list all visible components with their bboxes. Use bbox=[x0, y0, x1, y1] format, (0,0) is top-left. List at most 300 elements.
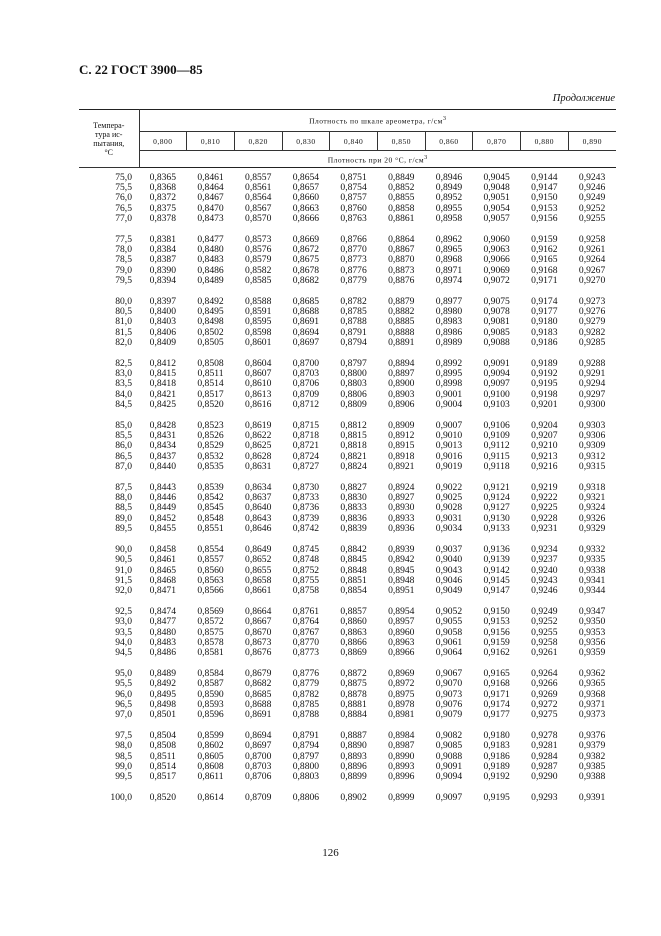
density-cell: 0,8381 bbox=[149, 234, 177, 246]
density-cell: 0,9156 bbox=[531, 212, 558, 224]
density-cell: 0,8384 bbox=[149, 244, 177, 256]
table-row bbox=[79, 472, 616, 493]
density-cell: 0,9204 bbox=[531, 420, 558, 432]
density-cell: 0,8848 bbox=[340, 564, 367, 576]
density-cell: 0,8390 bbox=[149, 264, 177, 276]
density-cell: 0,8745 bbox=[292, 544, 320, 556]
density-cell: 0,8818 bbox=[340, 440, 367, 452]
density-cell: 0,9264 bbox=[578, 254, 606, 266]
density-cell: 0,8987 bbox=[388, 740, 415, 752]
density-cell: 0,9019 bbox=[435, 460, 463, 472]
density-cell: 0,8508 bbox=[149, 740, 177, 752]
density-cell: 0,9234 bbox=[531, 544, 558, 556]
density20-subheader bbox=[139, 151, 616, 168]
density-cell: 0,9365 bbox=[578, 678, 606, 690]
density-cell: 0,8867 bbox=[388, 244, 415, 256]
density-cell: 0,8785 bbox=[340, 306, 367, 318]
density-cell: 0,8619 bbox=[245, 420, 272, 432]
density-cell: 0,8412 bbox=[149, 358, 177, 370]
density-cell: 0,8724 bbox=[292, 450, 320, 462]
density-cell: 0,9063 bbox=[483, 244, 510, 256]
density-cell: 0,9207 bbox=[531, 430, 558, 442]
density-cell: 0,9189 bbox=[531, 358, 558, 370]
density-cell: 0,9073 bbox=[435, 688, 463, 700]
temperature-cell: 98,5 bbox=[115, 750, 132, 762]
density-cell: 0,8675 bbox=[292, 254, 320, 266]
density-cell: 0,9028 bbox=[435, 502, 463, 514]
density-cell: 0,8587 bbox=[197, 678, 224, 690]
density-cell: 0,9165 bbox=[483, 668, 510, 680]
density-cell: 0,8625 bbox=[245, 440, 272, 452]
density-cell: 0,8791 bbox=[292, 730, 320, 742]
density-cell: 0,8616 bbox=[245, 398, 272, 410]
density-cell: 0,8742 bbox=[292, 522, 320, 534]
density-cell: 0,8517 bbox=[197, 388, 224, 400]
density-cell: 0,8968 bbox=[435, 254, 463, 266]
density-cell: 0,8561 bbox=[245, 182, 272, 194]
density-cell: 0,8431 bbox=[149, 430, 177, 442]
temperature-cell: 85,0 bbox=[115, 420, 132, 432]
density-cell: 0,8637 bbox=[245, 492, 272, 504]
density-cell: 0,8733 bbox=[292, 492, 320, 504]
temperature-cell: 89,5 bbox=[115, 522, 132, 534]
density-cell: 0,8678 bbox=[292, 264, 320, 276]
density-cell: 0,9368 bbox=[578, 688, 606, 700]
density-cell: 0,8773 bbox=[292, 646, 320, 658]
density-cell: 0,8378 bbox=[149, 212, 177, 224]
density-cell: 0,8685 bbox=[245, 688, 272, 700]
density-cell: 0,8595 bbox=[245, 316, 272, 328]
density-cell: 0,8365 bbox=[149, 172, 177, 183]
density-cell: 0,9213 bbox=[531, 450, 558, 462]
density-cell: 0,9189 bbox=[483, 760, 510, 772]
density-cell: 0,8864 bbox=[388, 234, 415, 246]
density-cell: 0,8902 bbox=[340, 792, 367, 804]
density-cell: 0,8839 bbox=[340, 522, 367, 534]
density-cell: 0,8885 bbox=[388, 316, 415, 328]
density-cell: 0,8930 bbox=[388, 502, 415, 514]
density-cell: 0,8622 bbox=[245, 430, 272, 442]
density-cell: 0,9013 bbox=[435, 440, 463, 452]
density-cell: 0,9300 bbox=[578, 398, 606, 410]
density-cell: 0,8504 bbox=[149, 730, 177, 742]
density-cell: 0,9225 bbox=[531, 502, 558, 514]
density-cell: 0,8523 bbox=[197, 420, 224, 432]
density-cell: 0,8761 bbox=[292, 606, 320, 618]
density-cell: 0,8794 bbox=[340, 336, 367, 348]
density-cell: 0,9088 bbox=[483, 336, 510, 348]
table-row bbox=[79, 168, 616, 184]
density-cell: 0,8409 bbox=[149, 336, 177, 348]
temperature-cell: 77,0 bbox=[115, 212, 132, 224]
density-cell: 0,9371 bbox=[578, 698, 606, 710]
density-cell: 0,9094 bbox=[483, 368, 510, 380]
density-cell: 0,9031 bbox=[435, 512, 463, 524]
density-cell: 0,8999 bbox=[388, 792, 415, 804]
density-cell: 0,8873 bbox=[388, 264, 415, 276]
table-row bbox=[79, 524, 616, 534]
density-cell: 0,8474 bbox=[149, 606, 177, 618]
density-cell: 0,8449 bbox=[149, 502, 177, 514]
density-cell: 0,9016 bbox=[435, 450, 463, 462]
areometer-group-header bbox=[139, 110, 616, 132]
density-cell: 0,8754 bbox=[340, 182, 367, 194]
density-cell: 0,8368 bbox=[149, 182, 177, 194]
density-cell: 0,9058 bbox=[435, 626, 463, 638]
density-cell: 0,8551 bbox=[197, 522, 224, 534]
density-cell: 0,8897 bbox=[388, 368, 415, 380]
temperature-cell: 90,5 bbox=[115, 554, 132, 566]
density-cell: 0,8458 bbox=[149, 544, 177, 556]
temperature-cell: 84,5 bbox=[115, 398, 132, 410]
density-cell: 0,9318 bbox=[578, 482, 606, 494]
density-cell: 0,9010 bbox=[435, 430, 463, 442]
density-cell: 0,8576 bbox=[245, 244, 272, 256]
temperature-cell: 93,0 bbox=[115, 616, 132, 628]
table-row bbox=[79, 400, 616, 410]
density-cell: 0,8884 bbox=[340, 708, 367, 720]
density-cell: 0,9147 bbox=[531, 182, 558, 194]
density-cell: 0,8700 bbox=[292, 358, 320, 370]
density-cell: 0,9100 bbox=[483, 388, 510, 400]
density-cell: 0,8755 bbox=[292, 574, 320, 586]
table-row bbox=[79, 772, 616, 782]
density-cell: 0,8610 bbox=[245, 378, 272, 390]
density-cell: 0,9243 bbox=[578, 172, 606, 183]
density-cell: 0,9373 bbox=[578, 708, 606, 720]
density-cell: 0,8766 bbox=[340, 234, 367, 246]
density-cell: 0,8418 bbox=[149, 378, 177, 390]
areometer-density-header: 0,800 bbox=[139, 132, 187, 151]
density-cell: 0,8800 bbox=[340, 368, 367, 380]
density-cell: 0,8736 bbox=[292, 502, 320, 514]
density-cell: 0,8977 bbox=[435, 296, 463, 308]
density-cell: 0,8869 bbox=[340, 646, 367, 658]
density-cell: 0,8532 bbox=[197, 450, 224, 462]
density-cell: 0,8980 bbox=[435, 306, 463, 318]
table-row bbox=[79, 586, 616, 596]
density-cell: 0,8963 bbox=[388, 636, 415, 648]
density-cell: 0,8918 bbox=[388, 450, 415, 462]
density-cell: 0,8526 bbox=[197, 430, 224, 442]
density-cell: 0,8581 bbox=[197, 646, 224, 658]
temperature-cell: 90,0 bbox=[115, 544, 132, 556]
density-cell: 0,9293 bbox=[531, 792, 558, 804]
density-cell: 0,9341 bbox=[578, 574, 606, 586]
density-cell: 0,8984 bbox=[388, 730, 415, 742]
density-cell: 0,8585 bbox=[245, 274, 272, 286]
density-cell: 0,8770 bbox=[340, 244, 367, 256]
density-cell: 0,9075 bbox=[483, 296, 510, 308]
areometer-density-header: 0,860 bbox=[425, 132, 473, 151]
density-cell: 0,8694 bbox=[245, 730, 272, 742]
density-cell: 0,9183 bbox=[531, 326, 558, 338]
density-cell: 0,9174 bbox=[483, 698, 510, 710]
density-cell: 0,8514 bbox=[149, 760, 177, 772]
density-cell: 0,8715 bbox=[292, 420, 320, 432]
density-cell: 0,9078 bbox=[483, 306, 510, 318]
density-cell: 0,9273 bbox=[578, 296, 606, 308]
table-row bbox=[79, 679, 616, 689]
density-cell: 0,9049 bbox=[435, 584, 463, 596]
density-cell: 0,8758 bbox=[292, 584, 320, 596]
density-cell: 0,9391 bbox=[578, 792, 606, 804]
density-cell: 0,8607 bbox=[245, 368, 272, 380]
table-row bbox=[79, 276, 616, 286]
table-row bbox=[79, 410, 616, 431]
density-cell: 0,9048 bbox=[483, 182, 510, 194]
density-cell: 0,9067 bbox=[435, 668, 463, 680]
density-cell: 0,9186 bbox=[483, 750, 510, 762]
density-cell: 0,8972 bbox=[388, 678, 415, 690]
density-cell: 0,9192 bbox=[531, 368, 558, 380]
density-cell: 0,9315 bbox=[578, 460, 606, 472]
density-cell: 0,9118 bbox=[483, 460, 510, 472]
density-cell: 0,8403 bbox=[149, 316, 177, 328]
density-cell: 0,9353 bbox=[578, 626, 606, 638]
density-cell: 0,8437 bbox=[149, 450, 177, 462]
table-row bbox=[79, 555, 616, 565]
density-cell: 0,9112 bbox=[483, 440, 510, 452]
density-cell: 0,9168 bbox=[531, 264, 558, 276]
table-row bbox=[79, 534, 616, 555]
density-cell: 0,8797 bbox=[340, 358, 367, 370]
temperature-cell: 85,5 bbox=[115, 430, 132, 442]
density-cell: 0,8542 bbox=[197, 492, 224, 504]
density-cell: 0,9069 bbox=[483, 264, 510, 276]
density-cell: 0,8655 bbox=[245, 564, 272, 576]
density-cell: 0,8461 bbox=[149, 554, 177, 566]
density-cell: 0,9279 bbox=[578, 316, 606, 328]
density-cell: 0,8936 bbox=[388, 522, 415, 534]
density-cell: 0,8539 bbox=[197, 482, 224, 494]
density-cell: 0,8700 bbox=[245, 750, 272, 762]
density-cell: 0,8978 bbox=[388, 698, 415, 710]
density-cell: 0,8608 bbox=[197, 760, 224, 772]
density-cell: 0,9269 bbox=[531, 688, 558, 700]
density-cell: 0,9321 bbox=[578, 492, 606, 504]
density-cell: 0,9076 bbox=[435, 698, 463, 710]
density-cell: 0,9285 bbox=[578, 336, 606, 348]
density-cell: 0,8467 bbox=[197, 192, 224, 204]
density-cell: 0,8477 bbox=[197, 234, 224, 246]
density-cell: 0,8939 bbox=[388, 544, 415, 556]
density-cell: 0,8996 bbox=[388, 770, 415, 782]
temperature-cell: 99,0 bbox=[115, 760, 132, 772]
density-cell: 0,8962 bbox=[435, 234, 463, 246]
density-cell: 0,9054 bbox=[483, 202, 510, 214]
density-cell: 0,8570 bbox=[245, 212, 272, 224]
areometer-density-header: 0,840 bbox=[330, 132, 378, 151]
density-cell: 0,8461 bbox=[197, 172, 224, 183]
density-cell: 0,8773 bbox=[340, 254, 367, 266]
density-cell: 0,9255 bbox=[531, 626, 558, 638]
table-row bbox=[79, 648, 616, 658]
density-cell: 0,8673 bbox=[245, 636, 272, 648]
temperature-cell: 75,0 bbox=[115, 172, 132, 183]
density-cell: 0,8797 bbox=[292, 750, 320, 762]
density-cell: 0,8971 bbox=[435, 264, 463, 276]
density-cell: 0,8955 bbox=[435, 202, 463, 214]
density-cell: 0,8584 bbox=[197, 668, 224, 680]
density-cell: 0,8443 bbox=[149, 482, 177, 494]
table-row bbox=[79, 596, 616, 617]
density-cell: 0,8501 bbox=[149, 708, 177, 720]
temperature-cell: 94,5 bbox=[115, 646, 132, 658]
areometer-density-header: 0,870 bbox=[473, 132, 521, 151]
density-cell: 0,9359 bbox=[578, 646, 606, 658]
density-cell: 0,8688 bbox=[292, 306, 320, 318]
density-cell: 0,9097 bbox=[483, 378, 510, 390]
density-cell: 0,9022 bbox=[435, 482, 463, 494]
density-cell: 0,8876 bbox=[388, 274, 415, 286]
density-cell: 0,9324 bbox=[578, 502, 606, 514]
density-cell: 0,8854 bbox=[340, 584, 367, 596]
temp-header-line: Темпера- bbox=[93, 120, 125, 130]
density-cell: 0,9139 bbox=[483, 554, 510, 566]
density-cell: 0,8599 bbox=[197, 730, 224, 742]
table-row bbox=[79, 348, 616, 369]
temperature-cell: 96,5 bbox=[115, 698, 132, 710]
density-cell: 0,8809 bbox=[340, 398, 367, 410]
density-cell: 0,9216 bbox=[531, 460, 558, 472]
density-cell: 0,9385 bbox=[578, 760, 606, 772]
density-cell: 0,9124 bbox=[483, 492, 510, 504]
density-cell: 0,9382 bbox=[578, 750, 606, 762]
density-cell: 0,9055 bbox=[435, 616, 463, 628]
density-cell: 0,8508 bbox=[197, 358, 224, 370]
density-cell: 0,8900 bbox=[388, 378, 415, 390]
density-cell: 0,8995 bbox=[435, 368, 463, 380]
density-cell: 0,8660 bbox=[292, 192, 320, 204]
density-cell: 0,8602 bbox=[197, 740, 224, 752]
density-cell: 0,9168 bbox=[483, 678, 510, 690]
density-cell: 0,9130 bbox=[483, 512, 510, 524]
density-cell: 0,9061 bbox=[435, 636, 463, 648]
density-cell: 0,8664 bbox=[245, 606, 272, 618]
density-cell: 0,9219 bbox=[531, 482, 558, 494]
density-cell: 0,9379 bbox=[578, 740, 606, 752]
density-cell: 0,8464 bbox=[197, 182, 224, 194]
density-cell: 0,9145 bbox=[483, 574, 510, 586]
density-cell: 0,8375 bbox=[149, 202, 177, 214]
temperature-cell: 80,5 bbox=[115, 306, 132, 318]
density-cell: 0,8882 bbox=[388, 306, 415, 318]
density-cell: 0,8434 bbox=[149, 440, 177, 452]
page-header: С. 22 ГОСТ 3900—85 bbox=[79, 62, 203, 77]
density-cell: 0,8654 bbox=[292, 172, 320, 183]
density-cell: 0,9195 bbox=[531, 378, 558, 390]
density-cell: 0,8906 bbox=[388, 398, 415, 410]
areometer-density-header: 0,880 bbox=[521, 132, 569, 151]
density-cell: 0,8989 bbox=[435, 336, 463, 348]
density-cell: 0,8604 bbox=[245, 358, 272, 370]
density-cell: 0,8473 bbox=[197, 212, 224, 224]
density-cell: 0,9376 bbox=[578, 730, 606, 742]
density-cell: 0,8560 bbox=[197, 564, 224, 576]
temperature-cell: 88,0 bbox=[115, 492, 132, 504]
density-cell: 0,9326 bbox=[578, 512, 606, 524]
density-cell: 0,8406 bbox=[149, 326, 177, 338]
density-cell: 0,8397 bbox=[149, 296, 177, 308]
density-cell: 0,8899 bbox=[340, 770, 367, 782]
density-cell: 0,9228 bbox=[531, 512, 558, 524]
density-cell: 0,8833 bbox=[340, 502, 367, 514]
density-cell: 0,9091 bbox=[483, 358, 510, 370]
temperature-cell: 86,0 bbox=[115, 440, 132, 452]
density-cell: 0,8981 bbox=[388, 708, 415, 720]
density-cell: 0,9288 bbox=[578, 358, 606, 370]
density-cell: 0,9309 bbox=[578, 440, 606, 452]
density-cell: 0,8672 bbox=[292, 244, 320, 256]
density-cell: 0,9306 bbox=[578, 430, 606, 442]
density-cell: 0,8891 bbox=[388, 336, 415, 348]
density-cell: 0,9272 bbox=[531, 698, 558, 710]
density-cell: 0,8852 bbox=[388, 182, 415, 194]
density-cell: 0,8492 bbox=[149, 678, 177, 690]
density-cell: 0,8703 bbox=[292, 368, 320, 380]
density-cell: 0,8643 bbox=[245, 512, 272, 524]
group-header-text: Плотность по шкале ареометра, г/см bbox=[309, 116, 443, 126]
density-cell: 0,8691 bbox=[292, 316, 320, 328]
density-cell: 0,8815 bbox=[340, 430, 367, 442]
density-cell: 0,8400 bbox=[149, 306, 177, 318]
density-cell: 0,8652 bbox=[245, 554, 272, 566]
density-cell: 0,8915 bbox=[388, 440, 415, 452]
density-cell: 0,9231 bbox=[531, 522, 558, 534]
temperature-cell: 79,5 bbox=[115, 274, 132, 286]
areometer-density-header: 0,820 bbox=[234, 132, 282, 151]
density-cell: 0,8849 bbox=[388, 172, 415, 183]
areometer-density-header: 0,890 bbox=[568, 132, 616, 151]
density-cell: 0,8860 bbox=[340, 616, 367, 628]
density-cell: 0,8721 bbox=[292, 440, 320, 452]
density-cell: 0,8697 bbox=[292, 336, 320, 348]
temperature-cell: 81,5 bbox=[115, 326, 132, 338]
density-cell: 0,9001 bbox=[435, 388, 463, 400]
density-cell: 0,8483 bbox=[149, 636, 177, 648]
density-cell: 0,9115 bbox=[483, 450, 510, 462]
temperature-cell: 86,5 bbox=[115, 450, 132, 462]
temperature-cell: 78,0 bbox=[115, 244, 132, 256]
density-cell: 0,8468 bbox=[149, 574, 177, 586]
table-row bbox=[79, 617, 616, 627]
density-cell: 0,8776 bbox=[340, 264, 367, 276]
density-cell: 0,8896 bbox=[340, 760, 367, 772]
density-cell: 0,8520 bbox=[197, 398, 224, 410]
density-cell: 0,8803 bbox=[340, 378, 367, 390]
density-cell: 0,8691 bbox=[245, 708, 272, 720]
density-cell: 0,9045 bbox=[483, 172, 510, 183]
density-cell: 0,8788 bbox=[292, 708, 320, 720]
density-cell: 0,8440 bbox=[149, 460, 177, 472]
density-cell: 0,8483 bbox=[197, 254, 224, 266]
density-cell: 0,9043 bbox=[435, 564, 463, 576]
density-cell: 0,8548 bbox=[197, 512, 224, 524]
density-cell: 0,8760 bbox=[340, 202, 367, 214]
temperature-cell: 97,0 bbox=[115, 708, 132, 720]
table-row bbox=[79, 710, 616, 720]
density-cell: 0,8511 bbox=[149, 750, 176, 762]
density-cell: 0,8958 bbox=[435, 212, 463, 224]
temperature-cell: 83,5 bbox=[115, 378, 132, 390]
group-header-sup: 3 bbox=[442, 115, 447, 123]
density-cell: 0,8946 bbox=[435, 172, 463, 183]
density-cell: 0,9121 bbox=[483, 482, 510, 494]
temperature-header bbox=[79, 110, 139, 168]
density-cell: 0,9057 bbox=[483, 212, 510, 224]
temperature-cell: 87,5 bbox=[115, 482, 132, 494]
